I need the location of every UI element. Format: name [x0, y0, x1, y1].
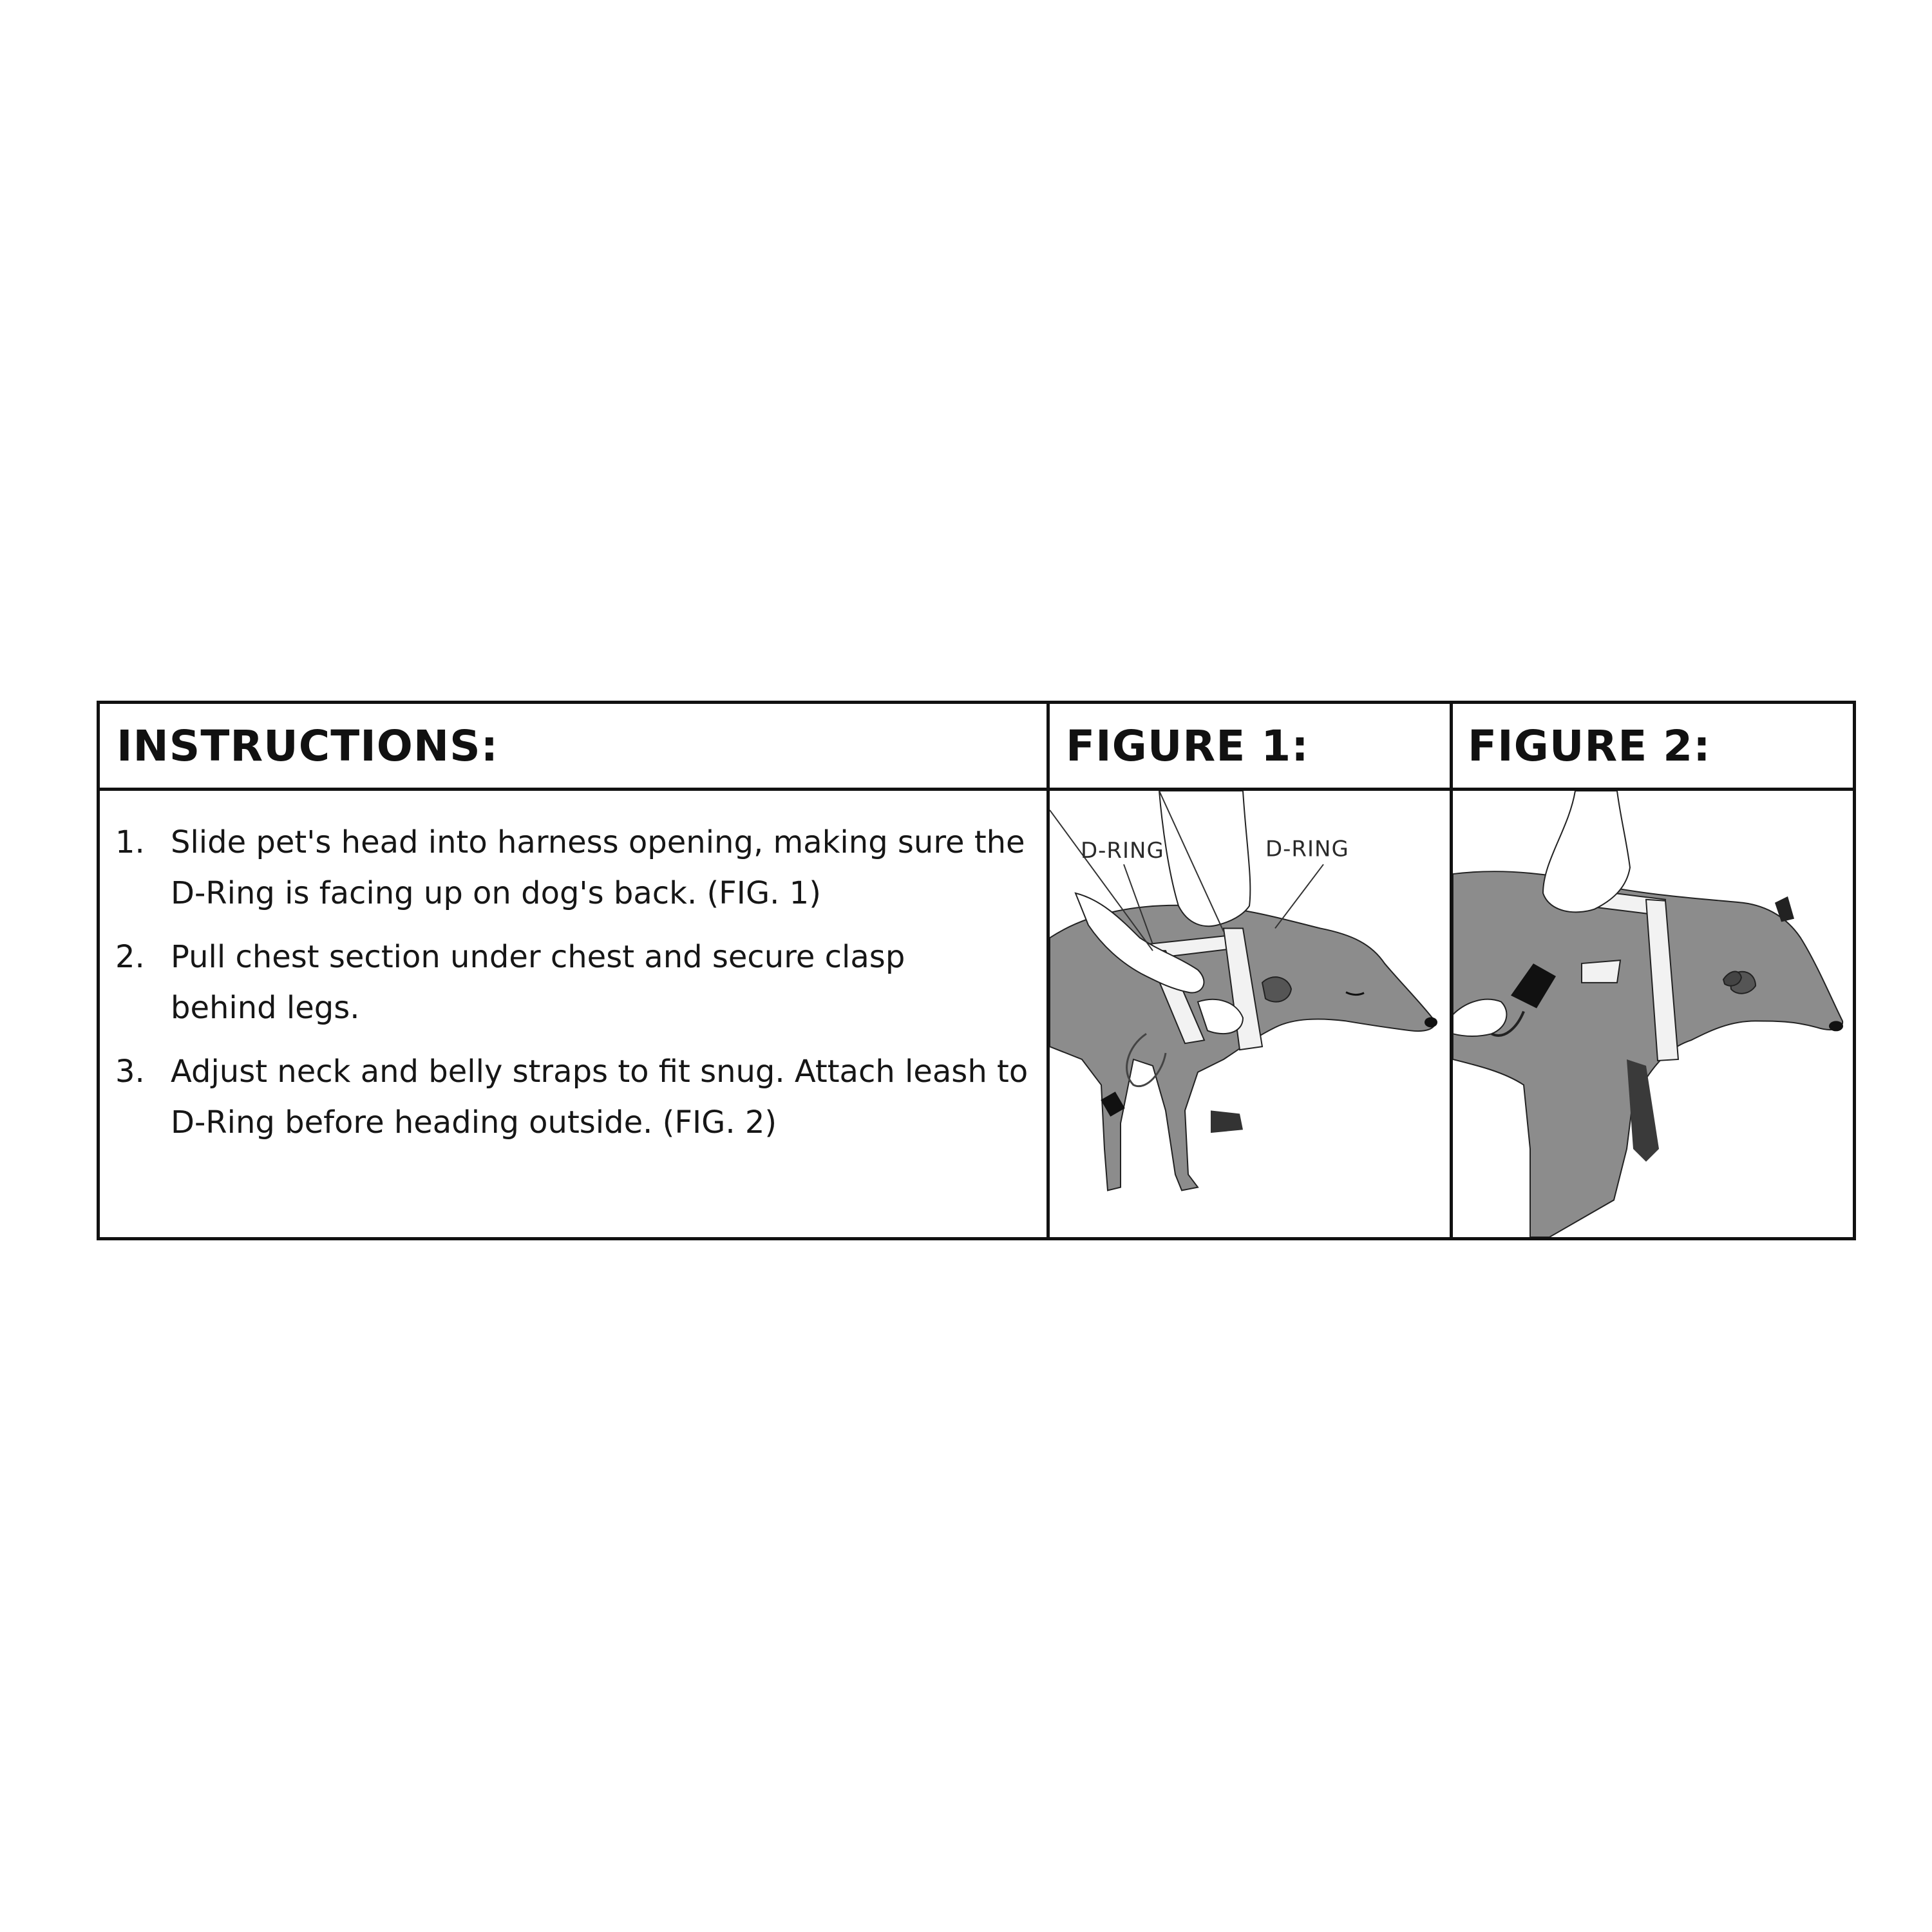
dog-harness-front-illustration: [1050, 791, 1450, 1237]
instruction-step-3: [115, 1046, 1036, 1148]
instruction-step-1: [115, 817, 1036, 919]
hand-icon: [1543, 791, 1630, 912]
instructions-title: INSTRUCTIONS:: [117, 721, 499, 771]
dog-leash-attach-illustration: [1453, 791, 1853, 1237]
harness-belly-strap: [1582, 960, 1620, 983]
step-number: 2.: [115, 939, 145, 975]
instruction-step-2: [115, 932, 1036, 1034]
callout-line: [1275, 864, 1323, 928]
d-ring-label-left: D-RING: [1081, 838, 1164, 864]
step-text-line: Slide pet's head into harness opening, making sure the: [171, 824, 1025, 860]
figure-2-illustration: [1453, 791, 1853, 1237]
dog-leg: [1627, 1059, 1659, 1162]
d-ring-label-right: D-RING: [1265, 836, 1349, 862]
step-text-line: D-Ring before heading outside. (FIG. 2): [171, 1104, 777, 1141]
instruction-steps: [115, 817, 1036, 1161]
figure-1-illustration: [1050, 791, 1450, 1237]
step-text-line: Adjust neck and belly straps to fit snug. Attach leash to: [171, 1054, 1028, 1090]
dog-nose: [1425, 1017, 1437, 1027]
step-text-line: Pull chest section under chest and secure clasp: [171, 939, 905, 975]
dog-nose: [1829, 1021, 1843, 1031]
instructions-panel: [97, 701, 1856, 1240]
dog-paw: [1211, 1110, 1243, 1133]
step-number: 1.: [115, 824, 145, 860]
figure-2-title: FIGURE 2:: [1468, 721, 1711, 771]
step-text-line: behind legs.: [171, 990, 360, 1026]
dog-ear: [1262, 977, 1291, 1001]
step-text-line: D-Ring is facing up on dog's back. (FIG. 1): [171, 875, 821, 911]
step-number: 3.: [115, 1054, 145, 1090]
figure-1-title: FIGURE 1:: [1066, 721, 1309, 771]
